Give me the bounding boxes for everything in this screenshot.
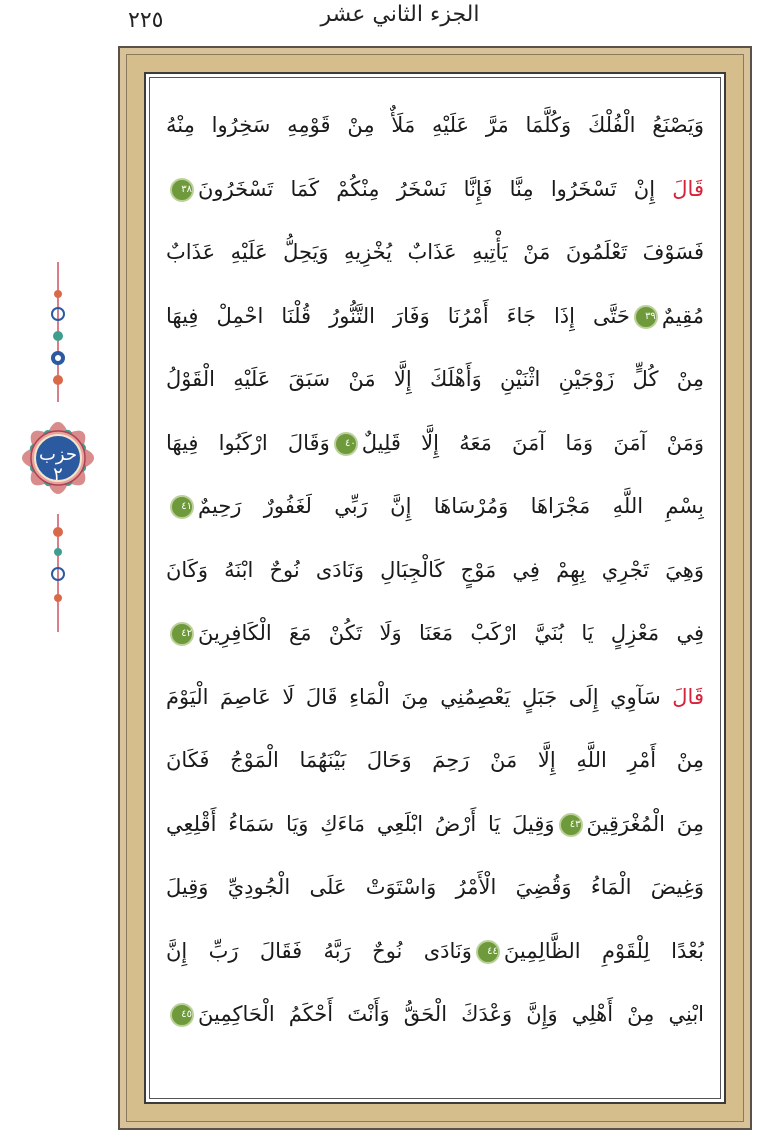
verse-text: مِنْ أَمْرِ اللَّهِ إِلَّا مَنْ رَحِمَ وَحَالَ بَيْنَهُمَا الْمَوْجُ فَكَانَ bbox=[166, 748, 704, 772]
verse-line bbox=[166, 920, 704, 984]
verse-line bbox=[166, 412, 704, 476]
ayah-number-marker: ٤٥ bbox=[170, 1003, 194, 1027]
juz-title: الجزء الثاني عشر bbox=[320, 2, 480, 27]
verse-text: وَنَادَى نُوحٌ رَبَّهُ فَقَالَ رَبِّ إِنَّ bbox=[166, 938, 472, 963]
verse-line bbox=[166, 602, 704, 666]
verse-text: حَتَّى إِذَا جَاءَ أَمْرُنَا وَفَارَ التَّنُّورُ قُلْنَا احْمِلْ فِيهَا bbox=[166, 303, 630, 328]
verse-line bbox=[166, 983, 704, 1047]
ayah-number-marker: ٤٣ bbox=[559, 813, 583, 837]
verse-text: بُعْدًا لِلْقَوْمِ الظَّالِمِينَ bbox=[503, 938, 704, 963]
page-number: ٢٢٥ bbox=[128, 8, 164, 33]
ayah-number-marker: ٤٠ bbox=[334, 432, 358, 456]
verse-line bbox=[166, 539, 704, 603]
verse-text: وَهِيَ تَجْرِي بِهِمْ فِي مَوْجٍ كَالْجِبَالِ وَنَادَى نُوحٌ ابْنَهُ وَكَانَ bbox=[166, 557, 704, 582]
ayah-number-marker: ٤٤ bbox=[476, 940, 500, 964]
page-frame bbox=[118, 46, 752, 1130]
verse-text: فِي مَعْزِلٍ يَا بُنَيَّ ارْكَبْ مَعَنَا وَلَا تَكُنْ مَعَ الْكَافِرِينَ bbox=[198, 621, 704, 645]
verse-line bbox=[166, 285, 704, 349]
verse-text: بِسْمِ اللَّهِ مَجْرَاهَا وَمُرْسَاهَا إِنَّ رَبِّي لَغَفُورٌ رَحِيمٌ bbox=[198, 494, 704, 518]
hizb-label bbox=[28, 445, 88, 485]
verse-line bbox=[166, 729, 704, 793]
verse-line bbox=[166, 793, 704, 857]
hizb-marker bbox=[4, 262, 112, 632]
ayah-number-marker: ٣٩ bbox=[634, 305, 658, 329]
hizb-word: حزب bbox=[38, 444, 77, 465]
verse-lines bbox=[166, 94, 704, 1084]
verse-text: وَغِيضَ الْمَاءُ وَقُضِيَ الْأَمْرُ وَاسْتَوَتْ عَلَى الْجُودِيِّ وَقِيلَ bbox=[166, 875, 704, 899]
verse-line bbox=[166, 221, 704, 285]
verse-text: مُقِيمٌ bbox=[661, 303, 704, 328]
verse-text: فَسَوْفَ تَعْلَمُونَ مَنْ يَأْتِيهِ عَذَابٌ يُخْزِيهِ وَيَحِلُّ عَلَيْهِ عَذَابٌ bbox=[166, 240, 704, 264]
verse-red-word: قَالَ bbox=[672, 176, 704, 201]
verse-text: وَمَنْ آمَنَ وَمَا آمَنَ مَعَهُ إِلَّا قَلِيلٌ bbox=[361, 430, 704, 455]
ayah-number-marker: ٣٨ bbox=[170, 178, 194, 202]
verse-text: وَقِيلَ يَا أَرْضُ ابْلَعِي مَاءَكِ وَيَا سَمَاءُ أَقْلِعِي bbox=[166, 811, 555, 836]
text-panel bbox=[144, 72, 726, 1104]
verse-line bbox=[166, 94, 704, 158]
verse-line bbox=[166, 475, 704, 539]
verse-line bbox=[166, 856, 704, 920]
verse-text: مِنَ الْمُغْرَقِينَ bbox=[586, 811, 704, 836]
hizb-number: ٢ bbox=[53, 464, 63, 485]
verse-line bbox=[166, 348, 704, 412]
ayah-number-marker: ٤٢ bbox=[170, 622, 194, 646]
verse-text: ابْنِي مِنْ أَهْلِي وَإِنَّ وَعْدَكَ الْحَقُّ وَأَنْتَ أَحْكَمُ الْحَاكِمِينَ bbox=[198, 1002, 704, 1026]
ayah-number-marker: ٤١ bbox=[170, 495, 194, 519]
verse-text: إِنْ تَسْخَرُوا مِنَّا فَإِنَّا نَسْخَرُ مِنْكُمْ كَمَا تَسْخَرُونَ bbox=[198, 176, 673, 201]
verse-text: سَآوِي إِلَى جَبَلٍ يَعْصِمُنِي مِنَ الْمَاءِ قَالَ لَا عَاصِمَ الْيَوْمَ bbox=[166, 684, 673, 709]
verse-text: وَقَالَ ارْكَبُوا فِيهَا bbox=[166, 430, 330, 455]
verse-line bbox=[166, 666, 704, 730]
page-header bbox=[0, 0, 760, 42]
verse-red-word: قَالَ bbox=[672, 684, 704, 709]
verse-text: وَيَصْنَعُ الْفُلْكَ وَكُلَّمَا مَرَّ عَلَيْهِ مَلَأٌ مِنْ قَوْمِهِ سَخِرُوا مِنْهُ bbox=[166, 113, 704, 137]
verse-line bbox=[166, 158, 704, 222]
verse-text: مِنْ كُلٍّ زَوْجَيْنِ اثْنَيْنِ وَأَهْلَكَ إِلَّا مَنْ سَبَقَ عَلَيْهِ الْقَوْلُ bbox=[166, 367, 704, 391]
